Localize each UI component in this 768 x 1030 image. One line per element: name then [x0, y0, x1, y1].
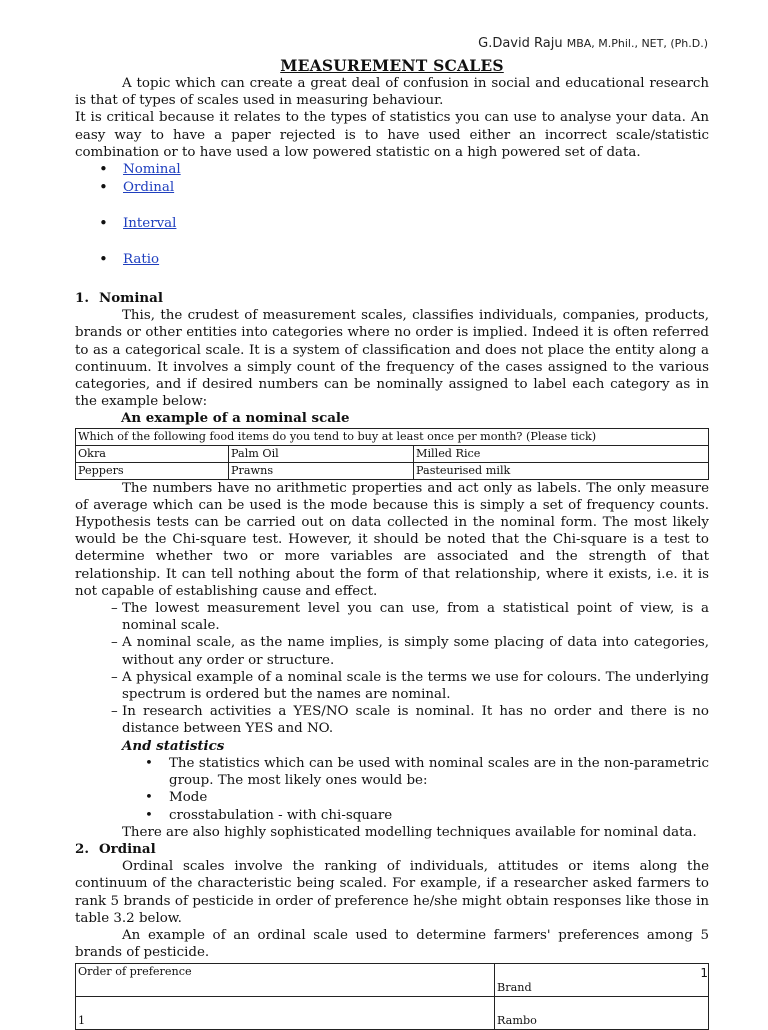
list-item: [75, 251, 709, 269]
list-item: [75, 161, 709, 179]
section-number: 2.: [75, 840, 89, 857]
document-body: [75, 56, 709, 1030]
author-credentials: MBA, M.Phil., NET, (Ph.D.): [566, 37, 708, 50]
list-item: • Mode: [75, 789, 709, 806]
table-row: [76, 445, 709, 462]
nominal-closing: There are also highly sophisticated modelling techniques available for nominal data.: [122, 824, 697, 840]
statistics-subheading: And statistics: [122, 737, 225, 754]
list-item: – A nominal scale, as the name implies, is simply some placing of data into categories, without any order or structure.: [75, 634, 709, 668]
table-row: [76, 428, 709, 445]
intro-paragraph-2: It is critical because it relates to the types of statistics you can use to analyse your data. An easy way to have a paper rejected is to have used either an incorrect scale/statistic combination or to have used a low powered statistic on a high powered set of data.: [75, 110, 709, 160]
statistics-bullet-list: [75, 755, 709, 824]
nominal-table-caption: An example of a nominal scale: [121, 410, 350, 427]
table-question-cell: Which of the following food items do you tend to buy at least once per month? (Please tick): [76, 428, 709, 445]
nominal-paragraph-2: The numbers have no arithmetic properties and act only as labels. The only measure of average which can be used is the mode because this is simply a set of frequency counts. Hypothesis tests can be carried out on data collected in the nominal form. The most likely would be the Chi-square test. However, it should be noted that the Chi-square is a test to determine whether two or more variables are associated and the strength of that relationship. It can tell nothing about the form of that relationship, where it exists, i.e. it is not capable of establishing cause and effect.: [75, 480, 709, 599]
table-cell: Okra: [76, 445, 229, 462]
intro-paragraph-1: A topic which can create a great deal of confusion in social and educational research is that of types of scales used in measuring behaviour.: [75, 76, 709, 109]
table-cell: Rambo: [495, 997, 709, 1030]
table-cell: 1: [76, 997, 495, 1030]
table-cell: Milled Rice: [414, 445, 709, 462]
nominal-dash-list: [75, 600, 709, 738]
ordinal-paragraph-2: An example of an ordinal scale used to determine farmers' preferences among 5 brands of pesticide.: [75, 927, 709, 961]
ordinal-paragraph-1: Ordinal scales involve the ranking of individuals, attitudes or items along the continuum of the characteristic being scaled. For example, if a researcher asked farmers to rank 5 brands of pesticide in order of preference he/she might obtain responses like those in table 3.2 below.: [75, 859, 709, 926]
author-name: G.David Raju: [478, 36, 563, 51]
list-item: [75, 179, 709, 197]
table-cell: Peppers: [76, 462, 229, 479]
table-row: [76, 964, 709, 997]
page-header: [478, 35, 708, 52]
ordinal-example-table: [75, 963, 709, 1030]
link-nominal[interactable]: Nominal: [123, 162, 181, 178]
scale-link-list: [75, 161, 709, 269]
table-header-cell: Brand: [495, 964, 709, 997]
table-cell: Prawns: [229, 462, 414, 479]
section-title: Ordinal: [99, 840, 156, 857]
list-item: • crosstabulation - with chi-square: [75, 807, 709, 824]
nominal-paragraph-1: This, the crudest of measurement scales, classifies individuals, companies, products, brands or other entities into categories where no order is implied. Indeed it is often referred to as a categorical scale. It is a system of classification and does not place the entity along a continuum. It involves a simply count of the frequency of the cases assigned to the various categories, and if desired numbers can be nominally assigned to label each category as in the example below:: [75, 308, 709, 410]
table-row: [76, 997, 709, 1030]
link-ratio[interactable]: Ratio: [123, 252, 160, 268]
list-item: [75, 215, 709, 233]
page-title: MEASUREMENT SCALES: [280, 56, 504, 75]
list-item: • The statistics which can be used with nominal scales are in the non-parametric group. The most likely ones would be:: [75, 755, 709, 789]
section-number: 1.: [75, 290, 89, 307]
link-ordinal[interactable]: Ordinal: [123, 180, 175, 196]
link-interval[interactable]: Interval: [123, 216, 177, 232]
table-header-cell: Order of preference: [76, 964, 495, 997]
section-heading-ordinal: [75, 841, 709, 858]
page-number: 1: [700, 966, 708, 980]
section-title: Nominal: [99, 290, 163, 307]
section-heading-nominal: [75, 290, 709, 307]
list-item: – A physical example of a nominal scale is the terms we use for colours. The underlying spectrum is ordered but the names are nominal.: [75, 669, 709, 703]
table-row: [76, 462, 709, 479]
table-cell: Pasteurised milk: [414, 462, 709, 479]
nominal-example-table: [75, 428, 709, 480]
table-cell: Palm Oil: [229, 445, 414, 462]
list-item: – The lowest measurement level you can use, from a statistical point of view, is a nominal scale.: [75, 600, 709, 634]
list-item: – In research activities a YES/NO scale is nominal. It has no order and there is no distance between YES and NO.: [75, 703, 709, 737]
